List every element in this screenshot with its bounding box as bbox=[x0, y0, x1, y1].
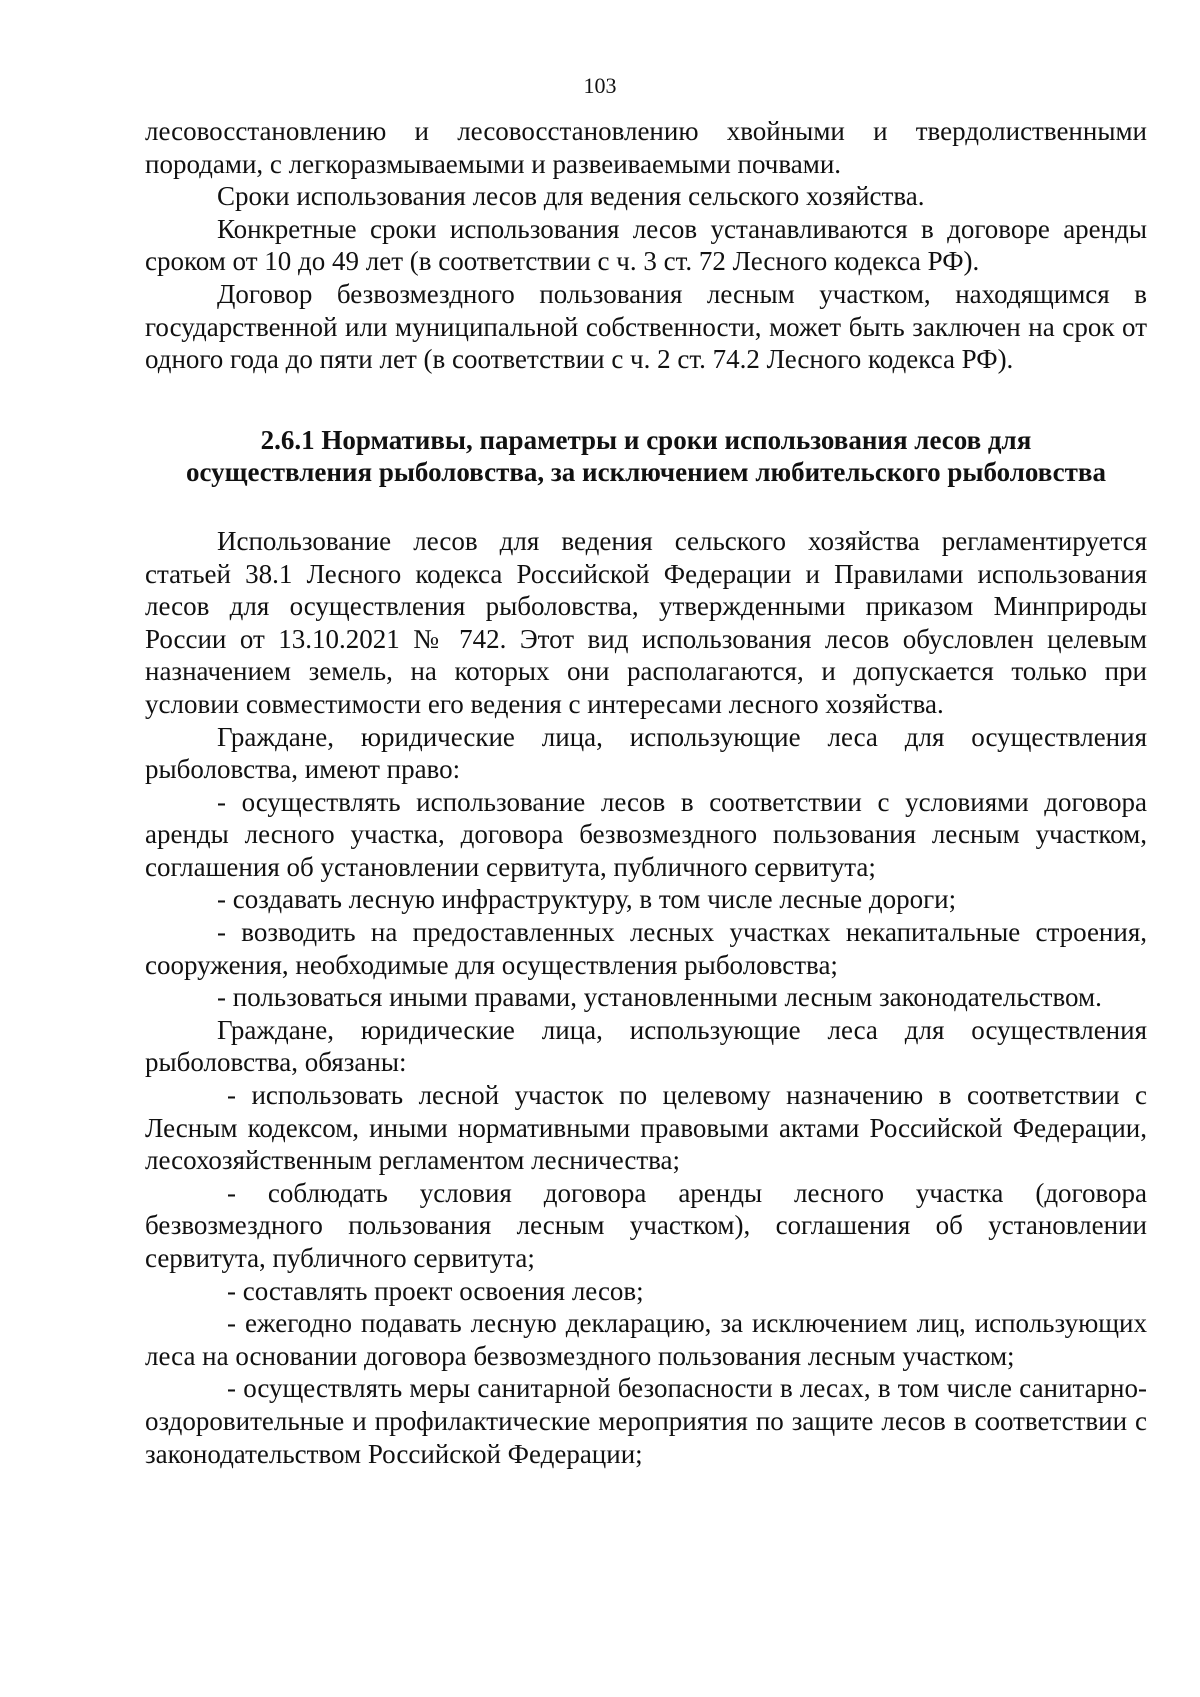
list-item: - соблюдать условия договора аренды лесного участка (договора безвозмездного пользования лесным участком), соглашения об установлении сервитута, публичного сервитута; bbox=[145, 1177, 1147, 1273]
section-heading-line: осуществления рыболовства, за исключением любительского рыболовства bbox=[186, 457, 1106, 488]
list-item: - осуществлять использование лесов в соответствии с условиями договора аренды лесного участка, договора безвозмездного пользования лесным участком, соглашения об установлении сервитута, публичного сервитута; bbox=[145, 786, 1147, 882]
list-item: - осуществлять меры санитарной безопасности в лесах, в том числе санитарно-оздоровительные и профилактические мероприятия по защите лесов в соответствии с законодательством Российской Федерации; bbox=[145, 1373, 1147, 1469]
paragraph: Договор безвозмездного пользования лесным участком, находящимся в государственной или муниципальной собственности, может быть заключен на срок от одного года до пяти лет (в соответствии с ч. 2 ст. 74.2 Лесного кодекса РФ). bbox=[145, 278, 1147, 375]
list-item: - составлять проект освоения лесов; bbox=[227, 1275, 644, 1306]
document-body bbox=[145, 115, 1147, 1470]
paragraph: лесовосстановлению и лесовосстановлению хвойными и твердолиственными породами, с легкоразмываемыми и развеиваемыми почвами. bbox=[145, 116, 1147, 179]
section-heading-line: 2.6.1 Нормативы, параметры и сроки использования лесов для bbox=[260, 424, 1032, 455]
list-item: - пользоваться иными правами, установленными лесным законодательством. bbox=[217, 982, 1102, 1013]
paragraph: Граждане, юридические лица, использующие леса для осуществления рыболовства, имеют право: bbox=[145, 721, 1147, 785]
paragraph: Сроки использования лесов для ведения сельского хозяйства. bbox=[217, 181, 925, 212]
page-number: 103 bbox=[583, 73, 617, 98]
list-item: - возводить на предоставленных лесных участках некапитальные строения, сооружения, необходимые для осуществления рыболовства; bbox=[145, 917, 1147, 980]
paragraph: Использование лесов для ведения сельского хозяйства регламентируется статьей 38.1 Лесного кодекса Российской Федерации и Правилами использования лесов для осуществления рыболовства, утвержденными приказом Минприроды России от 13.10.2021 № 742. Этот вид использования лесов обусловлен целевым назначением земель, на которых они располагаются, и допускается только при условии совместимости его ведения с интересами лесного хозяйства. bbox=[145, 525, 1147, 719]
list-item: - создавать лесную инфраструктуру, в том числе лесные дороги; bbox=[217, 884, 957, 915]
paragraph: Граждане, юридические лица, использующие леса для осуществления рыболовства, обязаны: bbox=[145, 1014, 1147, 1078]
paragraph: Конкретные сроки использования лесов устанавливаются в договоре аренды сроком от 10 до 49 лет (в соответствии с ч. 3 ст. 72 Лесного кодекса РФ). bbox=[145, 213, 1147, 277]
list-item: - использовать лесной участок по целевому назначению в соответствии с Лесным кодексом, иными нормативными правовыми актами Российской Федерации, лесохозяйственным регламентом лесничества; bbox=[145, 1080, 1147, 1176]
list-item: - ежегодно подавать лесную декларацию, за исключением лиц, использующих леса на основании договора безвозмездного пользования лесным участком; bbox=[145, 1308, 1147, 1371]
section-heading bbox=[145, 424, 1147, 489]
